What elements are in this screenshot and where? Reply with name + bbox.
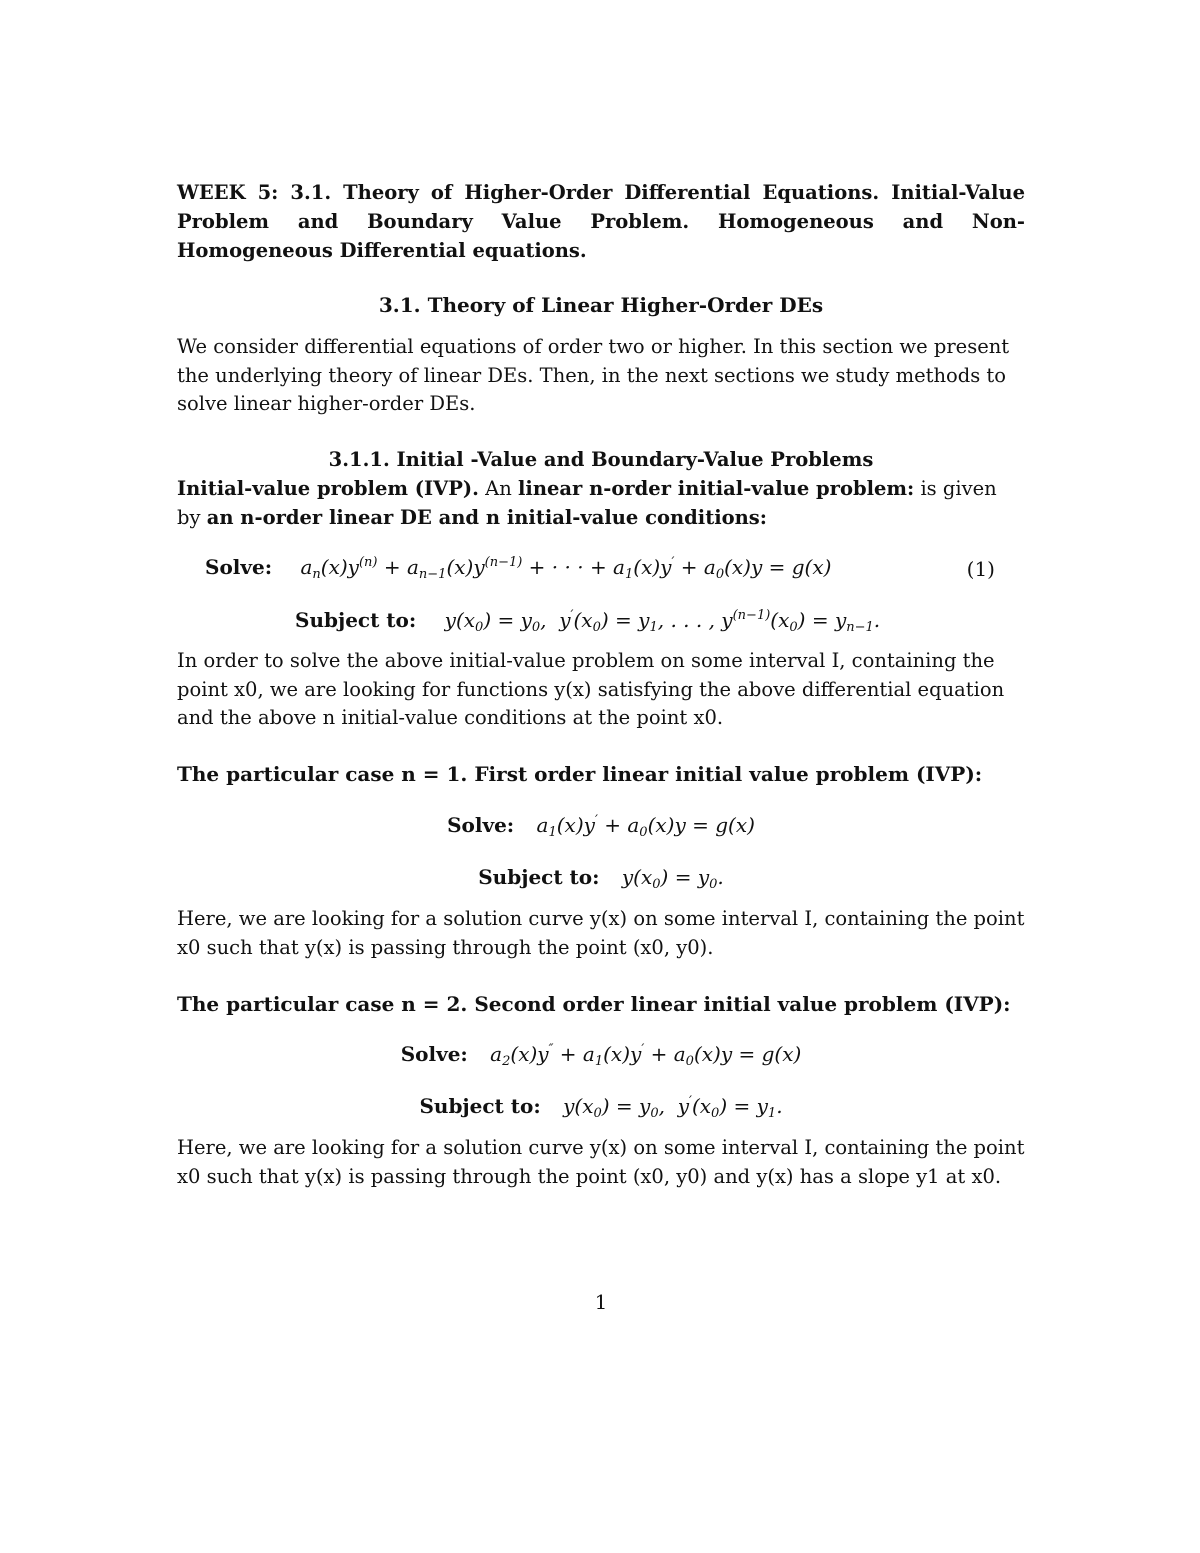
- case2-conditions: [177, 1094, 1025, 1121]
- page-number: 1: [594, 1290, 608, 1314]
- equation-label: Solve:: [205, 555, 273, 579]
- ivp-text: is given: [914, 477, 997, 500]
- equation-label: Solve:: [400, 1042, 468, 1066]
- explanation-line: point x0, we are looking for functions y(x) satisfying the above differential equation: [177, 677, 1005, 701]
- equation-1: [205, 555, 831, 582]
- equation-1-conditions: [295, 608, 880, 635]
- subsection-heading: 3.1.1. Initial -Value and Boundary-Value Problems: [328, 448, 874, 471]
- case1-heading: The particular case n = 1. First order linear initial value problem (IVP):: [177, 762, 983, 786]
- conditions-label: Subject to:: [419, 1094, 541, 1118]
- ivp-intro: [177, 475, 1025, 532]
- ivp-text: by: [177, 505, 207, 529]
- ivp-explanation: [177, 647, 1025, 733]
- intro-line: the underlying theory of linear DEs. Then, in the next sections we study methods to: [177, 363, 1007, 387]
- ivp-text: An: [478, 477, 518, 500]
- equation-body: $a_2(x)y'' + a_1(x)y' + a_0(x)y = g(x)$: [490, 1042, 802, 1069]
- ivp-definition: linear n-order initial-value problem:: [518, 477, 915, 500]
- explanation-line: In order to solve the above initial-value problem on some interval I, containing the: [177, 649, 995, 672]
- intro-line: solve linear higher-order DEs.: [177, 392, 476, 415]
- explanation-line: and the above n initial-value conditions at the point x0.: [177, 706, 724, 729]
- ivp-definition: an n-order linear DE and n initial-value conditions:: [206, 505, 767, 529]
- explanation-line: Here, we are looking for a solution curve y(x) on some interval I, containing the point: [177, 907, 1025, 930]
- conditions-body: $y(x_0) = y_0$.: [621, 865, 724, 892]
- case1-conditions: [177, 865, 1025, 892]
- case2-explanation: [177, 1134, 1025, 1191]
- case1-equation: [177, 813, 1025, 840]
- conditions-label: Subject to:: [295, 608, 417, 632]
- page-title: WEEK 5: 3.1. Theory of Higher-Order Differential Equations. Initial-Value Problem and Boundary Value Problem. Homogeneous and Non-Homogeneous Differential equations.: [177, 181, 1025, 262]
- equation-body: $a_n(x)y^{(n)} + a_{n-1}(x)y^{(n-1)}$ + · · · + $a_1(x)y' + a_0(x)y = g(x)$: [300, 555, 832, 582]
- explanation-line: x0 such that y(x) is passing through the point (x0, y0) and y(x) has a slope y1 at x0.: [177, 1164, 1002, 1188]
- explanation-line: Here, we are looking for a solution curve y(x) on some interval I, containing the point: [177, 1136, 1025, 1159]
- case2-equation: [177, 1042, 1025, 1069]
- equation-label: Solve:: [447, 813, 515, 837]
- intro-line: We consider differential equations of order two or higher. In this section we present: [177, 335, 1010, 358]
- section-heading: 3.1. Theory of Linear Higher-Order DEs: [378, 293, 824, 317]
- conditions-body: $y(x_0) = y_0$, $y'(x_0) = y_1$, . . . , $y^{(n-1)}(x_0) = y_{n-1}$.: [444, 608, 881, 635]
- equation-body: $a_1(x)y' + a_0(x)y = g(x)$: [536, 813, 755, 840]
- intro-paragraph: [177, 333, 1025, 419]
- conditions-body: $y(x_0) = y_0$, $y'(x_0) = y_1$.: [563, 1094, 783, 1121]
- explanation-line: x0 such that y(x) is passing through the point (x0, y0).: [177, 935, 714, 959]
- equation-number: (1): [966, 557, 995, 581]
- conditions-label: Subject to:: [478, 865, 600, 889]
- ivp-term: Initial-value problem (IVP).: [177, 477, 479, 500]
- case2-heading: The particular case n = 2. Second order linear initial value problem (IVP):: [177, 992, 1011, 1016]
- case1-explanation: [177, 905, 1025, 962]
